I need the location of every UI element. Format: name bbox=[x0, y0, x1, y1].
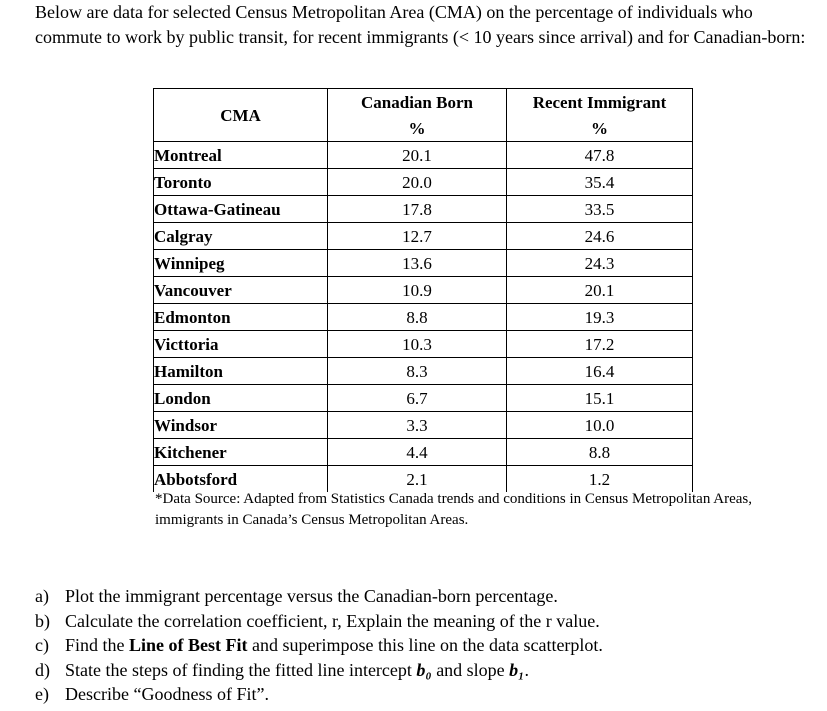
question-item bbox=[35, 609, 603, 634]
cell-recent-immigrant: 35.4 bbox=[507, 169, 693, 196]
table-row bbox=[154, 169, 693, 196]
header-recent-immigrant: Recent Immigrant bbox=[507, 89, 693, 116]
question-item bbox=[35, 658, 603, 683]
table-row bbox=[154, 277, 693, 304]
question-marker: e) bbox=[35, 684, 49, 704]
cell-canadian-born: 8.8 bbox=[328, 304, 507, 331]
table-row bbox=[154, 304, 693, 331]
cell-recent-immigrant: 17.2 bbox=[507, 331, 693, 358]
cell-canadian-born: 10.3 bbox=[328, 331, 507, 358]
table-row bbox=[154, 196, 693, 223]
question-text: . bbox=[524, 659, 529, 680]
question-marker: a) bbox=[35, 586, 49, 606]
question-text: and slope bbox=[431, 659, 510, 680]
question-marker: c) bbox=[35, 635, 49, 655]
cell-recent-immigrant: 1.2 bbox=[507, 466, 693, 493]
table-body bbox=[154, 142, 693, 493]
cell-recent-immigrant: 8.8 bbox=[507, 439, 693, 466]
table-row bbox=[154, 250, 693, 277]
cell-cma: Vancouver bbox=[154, 277, 328, 304]
cell-canadian-born: 6.7 bbox=[328, 385, 507, 412]
cell-cma: Abbotsford bbox=[154, 466, 328, 493]
header-unit-recent-immigrant: % bbox=[507, 115, 693, 142]
intro-paragraph: Below are data for selected Census Metropolitan Area (CMA) on the percentage of individuals who commute to work by public transit, for recent immigrants (< 10 years since arrival) and for Canadian-born: bbox=[35, 2, 806, 47]
header-canadian-born: Canadian Born bbox=[328, 89, 507, 116]
table-row bbox=[154, 412, 693, 439]
cell-recent-immigrant: 47.8 bbox=[507, 142, 693, 169]
question-text: and superimpose this line on the data scatterplot. bbox=[247, 635, 603, 655]
question-marker: d) bbox=[35, 659, 50, 680]
cell-recent-immigrant: 19.3 bbox=[507, 304, 693, 331]
cell-recent-immigrant: 24.3 bbox=[507, 250, 693, 277]
cell-canadian-born: 12.7 bbox=[328, 223, 507, 250]
cell-cma: Ottawa-Gatineau bbox=[154, 196, 328, 223]
cell-canadian-born: 10.9 bbox=[328, 277, 507, 304]
table-row bbox=[154, 385, 693, 412]
question-text: Describe “Goodness of Fit”. bbox=[65, 684, 269, 704]
cell-cma: Hamilton bbox=[154, 358, 328, 385]
cell-canadian-born: 13.6 bbox=[328, 250, 507, 277]
question-marker: b) bbox=[35, 610, 50, 631]
cell-recent-immigrant: 10.0 bbox=[507, 412, 693, 439]
cell-canadian-born: 2.1 bbox=[328, 466, 507, 493]
cma-data-table bbox=[153, 88, 693, 492]
header-unit-canadian-born: % bbox=[328, 115, 507, 142]
question-list bbox=[35, 584, 603, 707]
cell-cma: Calgray bbox=[154, 223, 328, 250]
table-row bbox=[154, 358, 693, 385]
cell-cma: Winnipeg bbox=[154, 250, 328, 277]
question-text: Plot the immigrant percentage versus the Canadian-born percentage. bbox=[65, 586, 558, 606]
question-text: b₁ bbox=[509, 659, 525, 680]
cell-recent-immigrant: 20.1 bbox=[507, 277, 693, 304]
cell-cma: Edmonton bbox=[154, 304, 328, 331]
cell-cma: Toronto bbox=[154, 169, 328, 196]
cell-canadian-born: 17.8 bbox=[328, 196, 507, 223]
question-item bbox=[35, 584, 603, 609]
cell-cma: London bbox=[154, 385, 328, 412]
table-header-row bbox=[154, 89, 693, 116]
question-text: b₀ bbox=[416, 659, 432, 680]
cell-cma: Windsor bbox=[154, 412, 328, 439]
cell-canadian-born: 3.3 bbox=[328, 412, 507, 439]
table-row bbox=[154, 142, 693, 169]
header-cma: CMA bbox=[154, 89, 328, 142]
question-text: Calculate the correlation coefficient, r, Explain the meaning of the r value. bbox=[65, 610, 600, 631]
cell-canadian-born: 4.4 bbox=[328, 439, 507, 466]
question-text: Line of Best Fit bbox=[129, 635, 248, 655]
cell-recent-immigrant: 24.6 bbox=[507, 223, 693, 250]
question-text: Find the bbox=[65, 635, 130, 655]
cell-canadian-born: 8.3 bbox=[328, 358, 507, 385]
table-row bbox=[154, 439, 693, 466]
cell-canadian-born: 20.0 bbox=[328, 169, 507, 196]
table-row bbox=[154, 331, 693, 358]
question-text: State the steps of finding the fitted line intercept bbox=[65, 659, 417, 680]
cell-canadian-born: 20.1 bbox=[328, 142, 507, 169]
cell-recent-immigrant: 15.1 bbox=[507, 385, 693, 412]
data-source-note: *Data Source: Adapted from Statistics Canada trends and conditions in Census Metropolitan Areas, immigrants in Canada’s Census Metropolitan Areas. bbox=[155, 491, 752, 528]
cell-cma: Victtoria bbox=[154, 331, 328, 358]
cell-cma: Kitchener bbox=[154, 439, 328, 466]
table-row bbox=[154, 223, 693, 250]
cell-cma: Montreal bbox=[154, 142, 328, 169]
cell-recent-immigrant: 16.4 bbox=[507, 358, 693, 385]
question-item bbox=[35, 682, 603, 707]
cell-recent-immigrant: 33.5 bbox=[507, 196, 693, 223]
question-item bbox=[35, 633, 603, 658]
